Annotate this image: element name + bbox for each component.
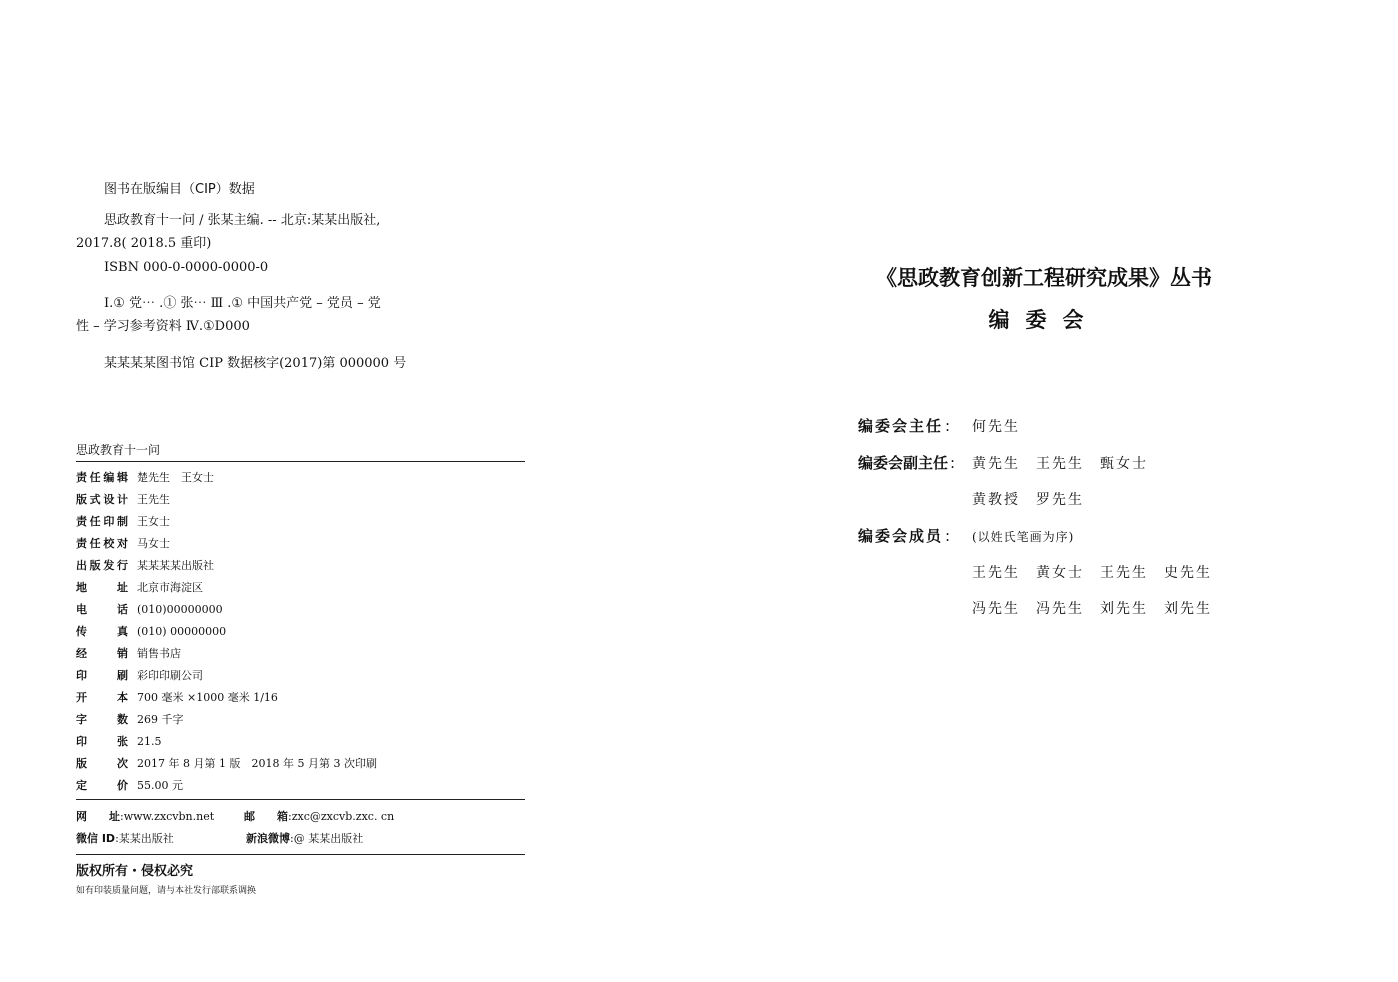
- copyright-notice: 版权所有・侵权必究: [76, 864, 194, 879]
- website-label: 网址: [76, 810, 120, 823]
- cip-line: Ⅰ.① 党⋯ .① 张⋯ Ⅲ .① 中国共产党 – 党员 – 党: [104, 296, 381, 311]
- member-name: 黄先生: [972, 456, 1020, 472]
- member-name: 刘先生: [1164, 601, 1212, 617]
- cip-line: 2017.8( 2018.5 重印): [76, 236, 212, 251]
- info-label: 传真: [76, 625, 128, 638]
- weibo-value: :@ 某某出版社: [290, 832, 364, 845]
- member-name: 黄教授: [972, 492, 1020, 508]
- info-value: 55.00 元: [137, 779, 183, 792]
- wechat-value: :某某出版社: [115, 832, 174, 845]
- info-label: 印刷: [76, 669, 128, 682]
- divider: [76, 854, 525, 855]
- info-value: 销售书店: [137, 647, 181, 660]
- info-value: 北京市海淀区: [137, 581, 203, 594]
- cip-line: 性 – 学习参考资料 Ⅳ.①D000: [76, 319, 250, 334]
- info-value: 马女士: [137, 537, 170, 550]
- wechat-label: 微信 ID: [76, 832, 116, 845]
- member-names: [972, 562, 1228, 582]
- email-value: :zxc@zxcvb.zxc. cn: [288, 810, 395, 823]
- member-name: 何先生: [972, 419, 1020, 435]
- member-name: 黄女士: [1036, 565, 1084, 581]
- cip-line: 思政教育十一问 / 张某主编. -- 北京:某某出版社,: [104, 213, 381, 228]
- member-name: 冯先生: [1036, 601, 1084, 617]
- info-label: 经销: [76, 647, 128, 660]
- info-label: 电话: [76, 603, 128, 616]
- info-label: 责任印制: [76, 515, 128, 528]
- info-value: (010)00000000: [137, 603, 223, 616]
- website-value: :www.zxcvbn.net: [120, 810, 215, 823]
- info-value: 269 千字: [137, 713, 184, 726]
- member-name: 刘先生: [1100, 601, 1148, 617]
- member-name: 王先生: [1100, 565, 1148, 581]
- info-label: 字数: [76, 713, 128, 726]
- info-value: 王女士: [137, 515, 170, 528]
- member-name: 罗先生: [1036, 492, 1084, 508]
- info-label: 地址: [76, 581, 128, 594]
- member-name: 冯先生: [972, 601, 1020, 617]
- vice-director-names: [972, 489, 1100, 509]
- series-title: 《思政教育创新工程研究成果》丛书: [876, 265, 1212, 290]
- cip-line: 某某某某图书馆 CIP 数据核字(2017)第 000000 号: [104, 356, 407, 371]
- website-row: [76, 808, 214, 826]
- info-label: 开本: [76, 691, 128, 704]
- vice-director-names: [972, 453, 1164, 473]
- info-label: 版次: [76, 757, 128, 770]
- info-label: 出版发行: [76, 559, 128, 572]
- quality-notice: 如有印装质量问题，请与本社发行部联系调换: [76, 886, 257, 896]
- director-label: 编委会主任 :: [858, 417, 953, 435]
- info-value: 某某某某出版社: [137, 559, 214, 572]
- member-name: 甄女士: [1100, 456, 1148, 472]
- director-names: [972, 416, 1036, 436]
- cip-line: ISBN 000-0-0000-0000-0: [104, 260, 269, 275]
- cip-heading: 图书在版编目（CIP）数据: [104, 182, 255, 197]
- info-value: 彩印印刷公司: [137, 669, 203, 682]
- info-value: 21.5: [137, 735, 162, 748]
- info-label: 版式设计: [76, 493, 128, 506]
- members-note: (以姓氏笔画为序): [972, 530, 1075, 544]
- info-value: 2017 年 8 月第 1 版 2018 年 5 月第 3 次印刷: [137, 757, 377, 770]
- info-value: 楚先生 王女士: [137, 471, 214, 484]
- wechat-row: [76, 830, 174, 848]
- info-label: 责任校对: [76, 537, 128, 550]
- committee-title: 编委会: [988, 307, 1100, 332]
- member-name: 史先生: [1164, 565, 1212, 581]
- email-row: [244, 808, 394, 826]
- info-value: 700 毫米 ×1000 毫米 1/16: [137, 691, 278, 704]
- info-label: 责任编辑: [76, 471, 128, 484]
- member-name: 王先生: [1036, 456, 1084, 472]
- vice-director-label: 编委会副主任 :: [858, 454, 956, 472]
- info-value: 王先生: [137, 493, 170, 506]
- member-names: [972, 598, 1228, 618]
- members-label: 编委会成员 :: [858, 527, 953, 545]
- info-label: 印张: [76, 735, 128, 748]
- email-label: 邮箱: [244, 810, 288, 823]
- weibo-label: 新浪微博: [246, 832, 290, 845]
- divider: [76, 799, 525, 800]
- book-title: 思政教育十一问: [76, 443, 161, 457]
- info-value: (010) 00000000: [137, 625, 227, 638]
- member-name: 王先生: [972, 565, 1020, 581]
- divider: [76, 461, 525, 462]
- info-label: 定价: [76, 779, 128, 792]
- weibo-row: [246, 830, 363, 848]
